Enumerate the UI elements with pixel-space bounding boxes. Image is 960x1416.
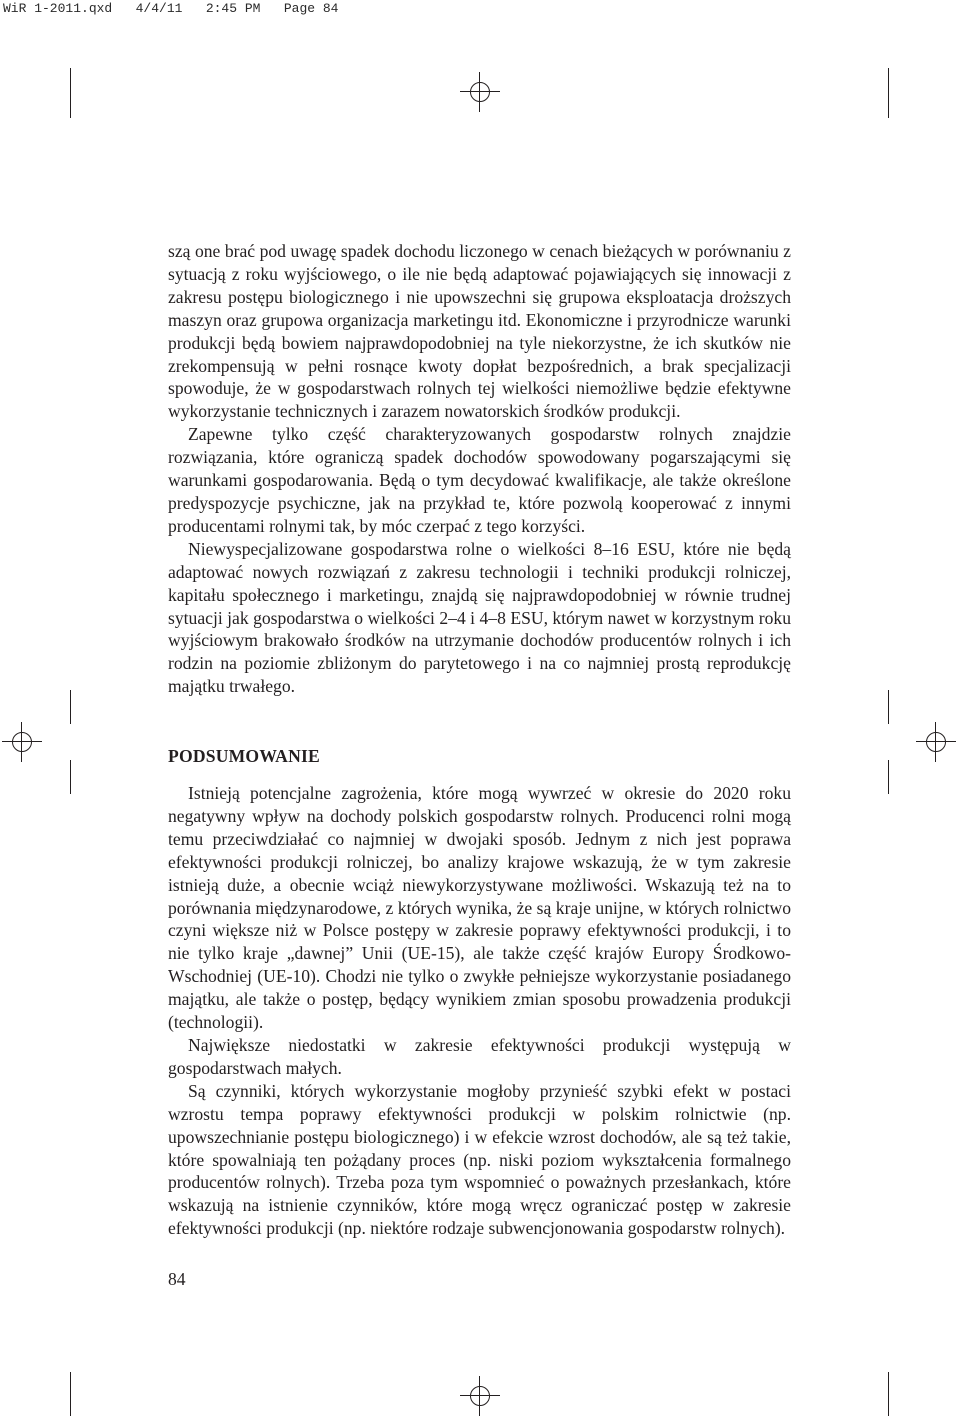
body-text: [168, 240, 791, 698]
registration-mark-right: [916, 722, 956, 762]
summary-text: [168, 782, 791, 1240]
paragraph: Istnieją potencjalne zagrożenia, które mogą wywrzeć w okresie do 2020 roku negatywny wpływ na dochody polskich gospodarstw rolnych. Producenci rolni mogą temu przeciwdziałać co najmniej w dwojaki sposób. Jednym z nich jest poprawa efektywności produkcji rolniczej, bo analizy krajowe wskazują, że w tym zakresie istnieją duże, a obecnie wciąż niewykorzystywane możliwości. Wskazują też na to porównania międzynarodowe, z których wynika, że są kraje unijne, w których rolnictwo czyni większe niż w Polsce postępy w zakresie poprawy efektywności produkcji, i to nie tylko kraje „dawnej” Unii (UE-15), ale także część krajów Europy Środkowo-Wschodniej (UE-10). Chodzi nie tylko o zwykłe pełniejsze wykorzystanie posiadanego majątku, ale także o postęp, będący wynikiem zmian sposobu prowadzenia produkcji (technologii).: [168, 783, 791, 1033]
crop-mark-bottom-right: [888, 1372, 889, 1416]
paragraph: szą one brać pod uwagę spadek dochodu liczonego w cenach bieżących w porównaniu z sytuacją z roku wyjściowego, o ile nie będą adaptować pojawiających się innowacji z zakresu postępu biologicznego i nie upowszechni się grupowa eksploatacja droższych maszyn oraz grupowa organizacja marketingu itd. Ekonomiczne i przyrodnicze warunki produkcji będą bowiem najprawdopodobniej na tyle niekorzystne, że ich skutków nie zrekompensują w pełni rosnące kwoty dopłat bezpośrednich, a brak specjalizacji spowoduje, że w gospodarstwach rolnych tej wielkości niemożliwe będzie efektywne wykorzystanie technicznych i zarazem nowatorskich środków produkcji.: [168, 241, 791, 422]
page-number: 84: [168, 1269, 186, 1289]
paragraph: Niewyspecjalizowane gospodarstwa rolne o wielkości 8–16 ESU, które nie będą adaptować nowych rozwiązań z zakresu technologii i techniki produkcji rolniczej, kapitału społecznego i marketingu, znajdą się najprawdopodobniej w równie trudnej sytuacji jak gospodarstwa o wielkości 2–4 i 4–8 ESU, którym nawet w korzystnym roku wyjściowym brakowało środków na utrzymanie dochodów producentów rolnych i ich rodzin na poziomie zbliżonym do parytetowego i na co najmniej prostą reprodukcję majątku trwałego.: [168, 538, 791, 697]
registration-mark-left: [2, 722, 42, 762]
section-heading: PODSUMOWANIE: [168, 746, 320, 766]
crop-mark-left-lower: [70, 760, 71, 794]
crop-mark-top-left: [70, 68, 71, 118]
crop-mark-right-lower: [888, 760, 889, 794]
paragraph: Największe niedostatki w zakresie efektywności produkcji występują w gospodarstwach małych.: [168, 1034, 791, 1078]
crop-mark-right-upper: [888, 690, 889, 724]
crop-mark-bottom-left: [70, 1372, 71, 1416]
crop-mark-top-right: [888, 68, 889, 118]
registration-mark-top: [460, 72, 500, 112]
file-slug: WiR 1-2011.qxd 4/4/11 2:45 PM Page 84: [3, 1, 339, 16]
paragraph: Zapewne tylko część charakteryzowanych gospodarstw rolnych znajdzie rozwiązania, które ograniczą spadek dochodów spowodowany pogarszającymi się warunkami gospodarowania. Będą o tym decydować kwalifikacje, ale także określone predyspozycje psychiczne, jak na przykład te, które pozwolą kooperować z innymi producentami rolnymi tak, by móc czerpać z tego korzyści.: [168, 424, 791, 536]
registration-mark-bottom: [460, 1376, 500, 1416]
paragraph: Są czynniki, których wykorzystanie mogłoby przynieść szybki efekt w postaci wzrostu tempa poprawy efektywności produkcji w polskim rolnictwie (np. upowszechnianie postępu biologicznego) i w efekcie wzrost dochodów, ale są też takie, które spowalniają ten pożądany proces (np. niski poziom wykształcenia formalnego producentów rolnych). Trzeba poza tym wspomnieć o poważnych przesłankach, które wskazują na istnienie czynników, które mogą wręcz ograniczać postęp w zakresie efektywności produkcji (np. niektóre rodzaje subwencjonowania gospodarstw rolnych).: [168, 1080, 791, 1239]
crop-mark-left-upper: [70, 690, 71, 724]
